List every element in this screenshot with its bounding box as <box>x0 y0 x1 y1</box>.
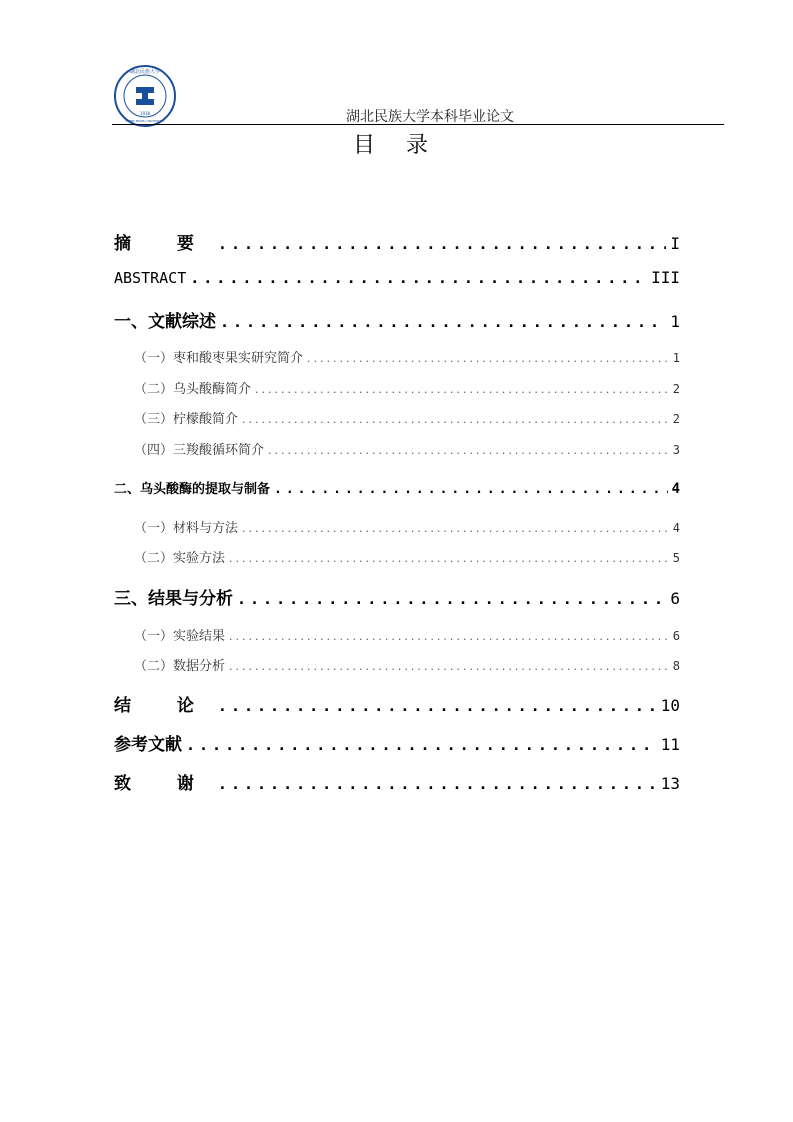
toc-leader <box>307 352 669 365</box>
toc-entry-3-2[interactable] <box>134 655 680 674</box>
toc-leader <box>242 522 669 535</box>
toc-entry-1-1[interactable] <box>134 347 680 366</box>
toc-label: 结 论 <box>114 696 214 716</box>
toc-label: 摘 要 <box>114 234 214 254</box>
toc-label: （二）数据分析 <box>134 659 226 674</box>
toc-label: 二、乌头酸酶的提取与制备 <box>114 482 271 497</box>
toc-page: 8 <box>672 659 680 673</box>
page-title: 目 录 <box>353 133 440 158</box>
toc-page: 4 <box>672 521 680 535</box>
header-title: 湖北民族大学本科毕业论文 <box>346 109 514 125</box>
toc-label: （一）实验结果 <box>134 629 226 644</box>
toc-leader <box>237 590 666 608</box>
toc-label: （一）材料与方法 <box>134 521 239 536</box>
toc-page: 10 <box>660 696 680 715</box>
toc-page: 1 <box>672 351 680 365</box>
toc-leader <box>220 313 666 331</box>
toc-entry-2-1[interactable] <box>134 517 680 536</box>
toc-entry-references[interactable] <box>114 730 680 755</box>
toc-page: 3 <box>672 443 680 457</box>
svg-text:HUBEI MINZU UNIVERSITY: HUBEI MINZU UNIVERSITY <box>125 119 165 123</box>
toc-leader <box>218 697 657 715</box>
toc-leader <box>218 775 657 793</box>
toc-page: I <box>670 234 680 253</box>
toc-entry-chapter-2[interactable] <box>114 478 680 497</box>
toc-label: 参考文献 <box>114 735 182 755</box>
toc-label: （二）乌头酸酶简介 <box>134 382 252 397</box>
toc-entry-conclusion[interactable] <box>114 691 680 716</box>
toc-page: 11 <box>660 735 680 754</box>
toc-leader <box>218 235 666 253</box>
svg-text:湖北民族大学: 湖北民族大学 <box>129 69 161 75</box>
toc-entry-3-1[interactable] <box>134 625 680 644</box>
toc-leader <box>268 444 669 457</box>
toc-leader <box>274 482 668 497</box>
toc-page: III <box>651 268 680 287</box>
toc-page: 2 <box>672 382 680 396</box>
toc-entry-abstract-cn[interactable] <box>114 229 680 254</box>
toc-label: （一）枣和酸枣果实研究简介 <box>134 351 304 366</box>
toc-leader <box>229 552 669 565</box>
toc-leader <box>229 630 669 643</box>
toc-entry-chapter-3[interactable] <box>114 584 680 609</box>
toc-page: 2 <box>672 412 680 426</box>
toc-page: 4 <box>671 481 680 497</box>
toc-label: 致 谢 <box>114 774 214 794</box>
toc-entry-2-2[interactable] <box>134 547 680 566</box>
toc-page: 5 <box>672 551 680 565</box>
svg-text:1938: 1938 <box>139 111 151 116</box>
toc-label: ABSTRACT <box>114 269 187 287</box>
toc-entry-1-3[interactable] <box>134 408 680 427</box>
toc-label: （四）三羧酸循环简介 <box>134 443 265 458</box>
toc-leader <box>242 413 669 426</box>
toc-label: （三）柠檬酸简介 <box>134 412 239 427</box>
toc-entry-abstract-en[interactable] <box>114 268 680 287</box>
toc-leader <box>255 383 669 396</box>
toc-leader <box>186 736 657 754</box>
toc-page: 13 <box>660 774 680 793</box>
toc-label: 三、结果与分析 <box>114 589 233 609</box>
toc-label: 一、文献综述 <box>114 312 216 332</box>
toc-entry-1-2[interactable] <box>134 378 680 397</box>
toc-page: 1 <box>670 312 680 331</box>
toc-page: 6 <box>670 589 680 608</box>
toc-leader <box>190 269 647 287</box>
toc-leader <box>229 660 669 673</box>
toc-entry-chapter-1[interactable] <box>114 307 680 332</box>
toc-label: （二）实验方法 <box>134 551 226 566</box>
toc-page: 6 <box>672 629 680 643</box>
toc-entry-1-4[interactable] <box>134 439 680 458</box>
toc-entry-acknowledgements[interactable] <box>114 769 680 794</box>
